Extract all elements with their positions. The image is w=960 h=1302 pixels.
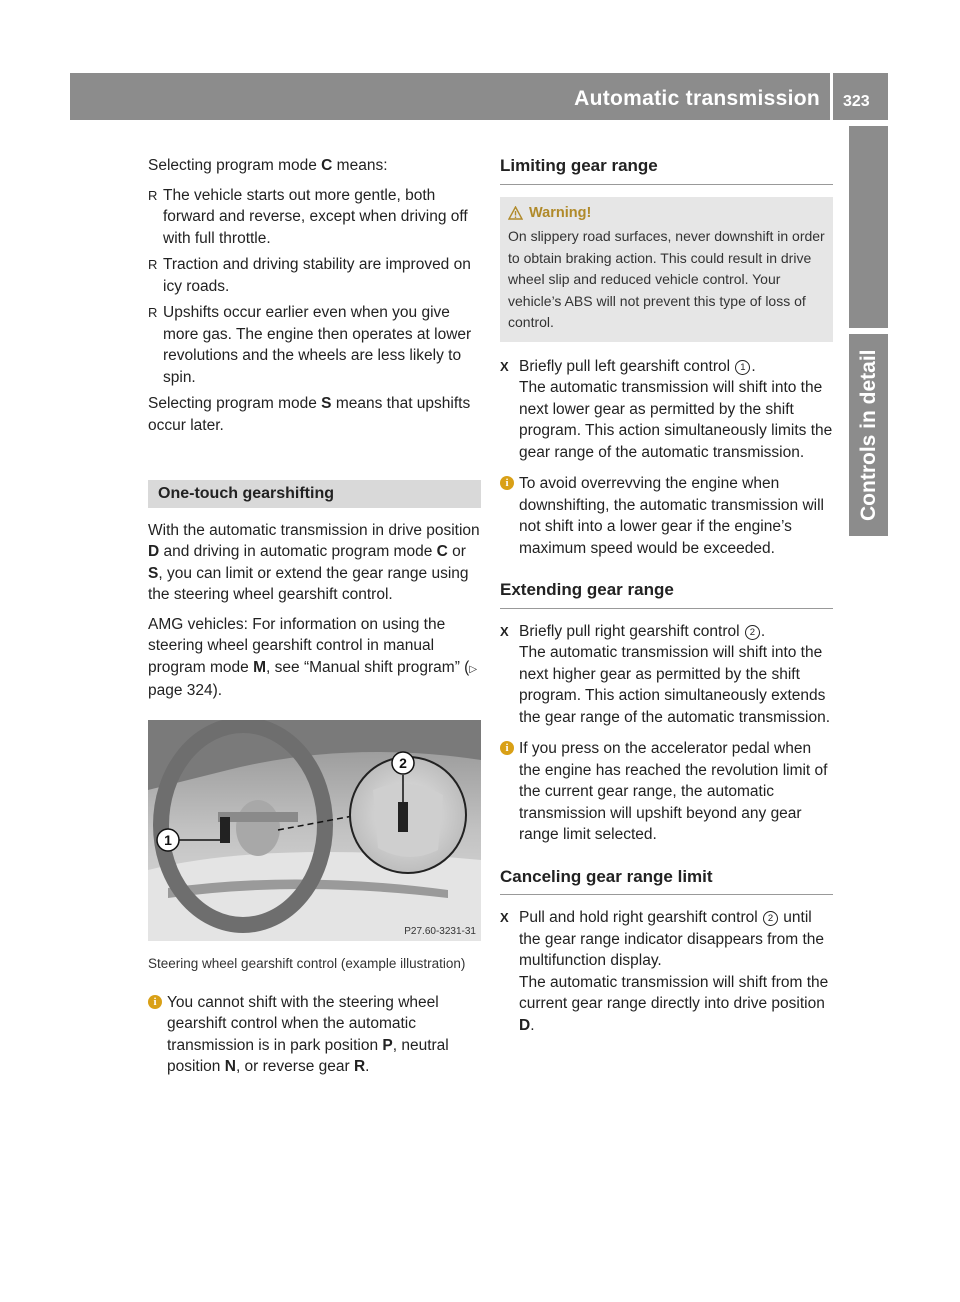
side-tab-blank (849, 126, 888, 328)
info-note: i To avoid overrevving the engine when downshifting, the automatic transmission will not shift into a lower gear if the engine’s maximum speed would be exceeded. (500, 473, 833, 559)
bullet-item: R Traction and driving stability are improved on icy roads. (148, 256, 471, 295)
gearshift-illustration (148, 720, 481, 941)
header-separator (830, 73, 833, 120)
header-bar (70, 73, 888, 120)
image-caption: Steering wheel gearshift control (example illustration) (148, 955, 466, 971)
callout-ref: 1 (735, 360, 750, 375)
info-icon: i (500, 476, 514, 490)
bullet-item: R The vehicle starts out more gentle, both forward and reverse, except when driving off with full throttle. (148, 186, 468, 247)
canceling-heading: Canceling gear range limit (500, 866, 833, 896)
page-number: 323 (843, 93, 870, 110)
info-note: i If you press on the accelerator pedal when the engine has reached the revolution limit of the current gear range, the automatic transmission will upshift beyond any gear range limit selected. (500, 738, 833, 846)
callout-2: 2 (399, 754, 407, 771)
info-icon: i (148, 995, 162, 1009)
info-icon: i (500, 741, 514, 755)
limiting-heading: Limiting gear range (500, 155, 833, 185)
step-marker: X (500, 358, 509, 374)
right-column (500, 155, 833, 1036)
bullet-mark: R (148, 305, 158, 320)
side-tab-label: Controls in detail (857, 349, 880, 521)
step-marker: X (500, 623, 509, 639)
instruction-step: X Briefly pull right gearshift control 2 . The automatic transmission will shift into the next higher gear as permitted by the shift program. This action simultaneously extends the gear range of the automatic transmission. (500, 622, 831, 726)
warning-title: Warning! (529, 204, 592, 221)
left-column (148, 155, 481, 1078)
page-reference-arrow-icon: ▷ (469, 663, 478, 675)
bullet-mark: R (148, 187, 158, 203)
bullet-item: R Upshifts occur earlier even when you give more gas. The engine then operates at lower revolutions and the wheels are less likely to spin. (148, 304, 472, 386)
warning-triangle-icon (508, 206, 523, 220)
bullet-mark: R (148, 257, 158, 272)
extending-heading: Extending gear range (500, 579, 833, 609)
warning-text: On slippery road surfaces, never downshift in order to obtain braking action. This could result in drive wheel slip and reduced vehicle control. Your vehicle’s ABS will not prevent this type of loss of control. (508, 228, 825, 330)
instruction-step: X Briefly pull left gearshift control 1 . The automatic transmission will shift into the next lower gear as permitted by the shift program. This action simultaneously limits the gear range of the automatic transmission. (500, 357, 833, 461)
intro-paragraph: Selecting program mode C means: (148, 157, 388, 174)
callout-1: 1 (164, 831, 172, 848)
mode-s-paragraph: Selecting program mode S means that upshifts occur later. (148, 395, 471, 434)
info-note: i You cannot shift with the steering wheel gearshift control when the automatic transmission is in park position P, neutral position N, or reverse gear R. (148, 992, 481, 1078)
callout-ref: 2 (763, 911, 778, 926)
warning-box (500, 197, 833, 342)
instruction-step: X Pull and hold right gearshift control 2 until the gear range indicator disappears from the multifunction display. The automatic transmission will shift from the current gear range directly into drive position D. (500, 909, 829, 1034)
step-marker: X (500, 910, 509, 925)
image-code: P27.60-3231-31 (404, 925, 476, 937)
callout-ref: 2 (745, 625, 760, 640)
steering-wheel-illustration (148, 720, 481, 941)
amg-paragraph: AMG vehicles: For information on using the steering wheel gearshift control in manual program mode M, see “Manual shift program” (▷ page 324). (148, 615, 478, 699)
gearshift-paragraph: With the automatic transmission in drive position D and driving in automatic program mode C or S, you can limit or extend the gear range using the steering wheel gearshift control. (148, 521, 480, 603)
header-title: Automatic transmission (574, 87, 820, 110)
section-title: One-touch gearshifting (148, 480, 481, 508)
